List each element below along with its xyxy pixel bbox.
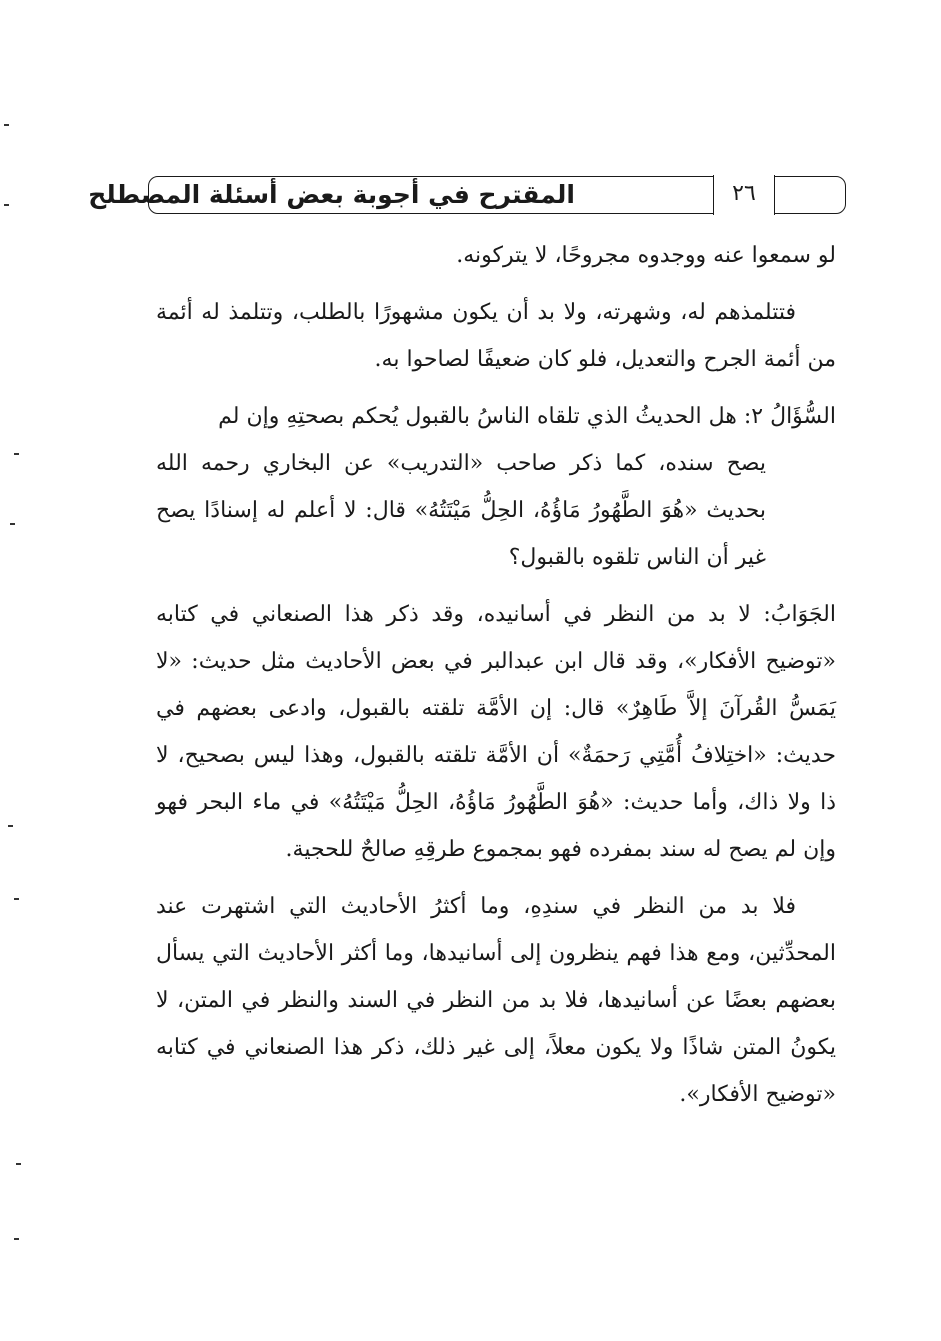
question-paragraph	[156, 393, 836, 440]
answer-label: الجَوَابُ:	[763, 602, 836, 627]
paragraph-closing: فلا بد من النظر في سندِهِ، وما أكثرُ الأحاديث التي اشتهرت عند المحدِّثين، ومع هذا فهم ينظرون إلى أسانيدها، وما أكثر الأحاديث التي يسأل بعضهم بعضًا عن أسانيدها، فلا بد من النظر في السند والنظر في المتن، لا يكونُ المتن شاذًا ولا يكون معلاً، إلى غير ذلك، ذكر هذا الصنعاني في كتابه «توضيح الأفكار».	[156, 894, 836, 1107]
page-number: ٢٦	[732, 181, 756, 206]
question-label: السُّؤَالُ ٢:	[743, 404, 836, 429]
scan-edge-mark	[10, 523, 15, 525]
header-title: المقترح في أجوبة بعض أسئلة المصطلح	[88, 180, 575, 209]
scan-edge-mark	[16, 1163, 21, 1165]
paragraph-student-fame: فتتلمذهم له، وشهرته، ولا بد أن يكون مشهورًا بالطلب، وتتلمذ له أئمة من أئمة الجرح والتعديل، فلو كان ضعيفًا لصاحوا به.	[156, 300, 836, 372]
scan-edge-mark	[4, 124, 9, 126]
answer-paragraph	[156, 591, 836, 873]
page-number-box	[713, 175, 775, 215]
scan-edge-mark	[14, 898, 19, 900]
running-header	[88, 176, 846, 214]
page-body	[156, 232, 836, 1118]
answer-text: لا بد من النظر في أسانيده، وقد ذكر هذا الصنعاني في كتابه «توضيح الأفكار»، وقد قال ابن عبدالبر في بعض الأحاديث مثل حديث: «لا يَمَسُّ القُرآنَ إلاَّ طَاهِرٌ» قال: إن الأمَّة تلقته بالقبول، وادعى بعضهم في حديث: «اختِلافُ أُمَّتِي رَحمَةٌ» أن الأمَّة تلقته بالقبول، وهذا ليس بصحيح، لا ذا ولا ذاك، وأما حديث: «هُوَ الطَّهُورُ مَاؤُهُ، الحِلُّ مَيْتَتُهُ» في ماء البحر فهو وإن لم يصح له سند بمفرده فهو بمجموع طرقِهِ صالحٌ للحجية.	[156, 602, 836, 862]
scan-edge-mark	[14, 453, 19, 455]
scan-edge-mark	[14, 1238, 19, 1240]
scan-edge-mark	[8, 825, 13, 827]
paragraph-continuation: لو سمعوا عنه ووجدوه مجروحًا، لا يتركونه.	[456, 243, 836, 268]
question-first-line: هل الحديثُ الذي تلقاه الناسُ بالقبول يُحكم بصحتِهِ وإن لم	[218, 404, 737, 429]
question-continuation: يصح سنده، كما ذكر صاحب «التدريب» عن البخاري رحمه الله بحديث «هُوَ الطَّهُورُ مَاؤُهُ، الحِلُّ مَيْتَتُهُ» قال: لا أعلم له إسنادًا يصح غير أن الناس تلقوه بالقبول؟	[156, 451, 766, 570]
scan-edge-mark	[4, 204, 9, 206]
